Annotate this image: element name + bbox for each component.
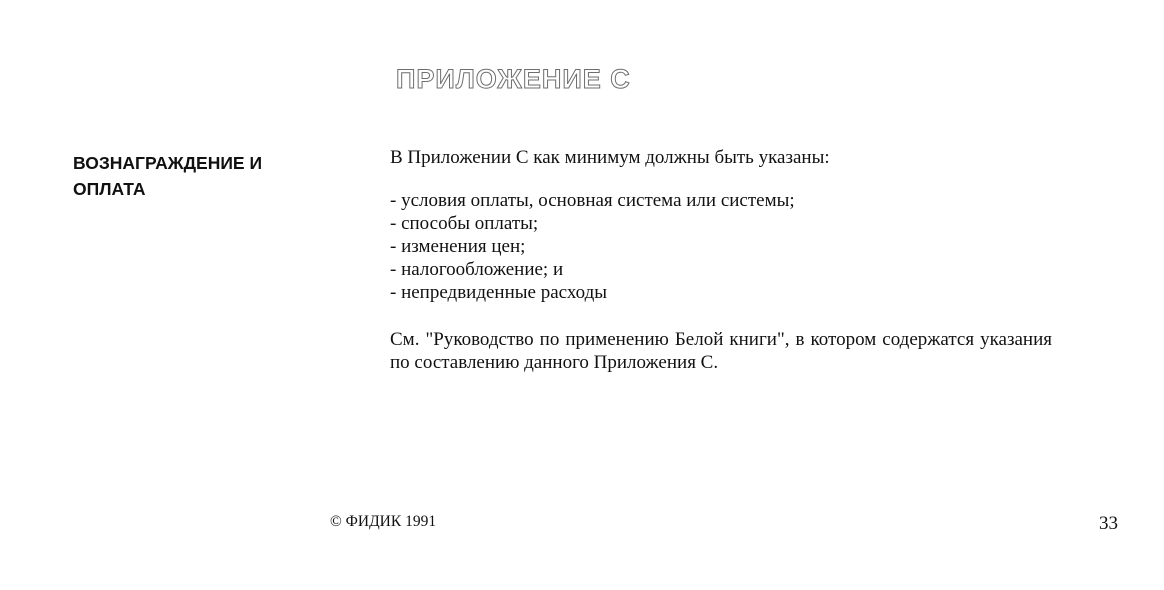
section-heading bbox=[73, 150, 333, 202]
footer-copyright: © ФИДИК 1991 bbox=[330, 513, 437, 530]
list-item: - условия оплаты, основная система или системы; bbox=[390, 190, 795, 211]
reference-paragraph: См. "Руководство по применению Белой книги", в котором содержатся указания по составлению данного Приложения С. bbox=[390, 329, 1052, 373]
section-heading-line-1: ВОЗНАГРАЖДЕНИЕ И bbox=[73, 153, 263, 173]
requirements-list bbox=[390, 189, 1052, 304]
list-item: - непредвиденные расходы bbox=[390, 282, 607, 303]
intro-paragraph: В Приложении С как минимум должны быть указаны: bbox=[390, 147, 830, 168]
page-number: 33 bbox=[1099, 513, 1118, 534]
page-title: ПРИЛОЖЕНИЕ С bbox=[396, 64, 631, 94]
list-item: - изменения цен; bbox=[390, 236, 526, 257]
section-body bbox=[390, 146, 1052, 374]
list-item: - налогообложение; и bbox=[390, 259, 564, 280]
list-item: - способы оплаты; bbox=[390, 213, 539, 234]
section-heading-line-2: ОПЛАТА bbox=[73, 179, 146, 199]
